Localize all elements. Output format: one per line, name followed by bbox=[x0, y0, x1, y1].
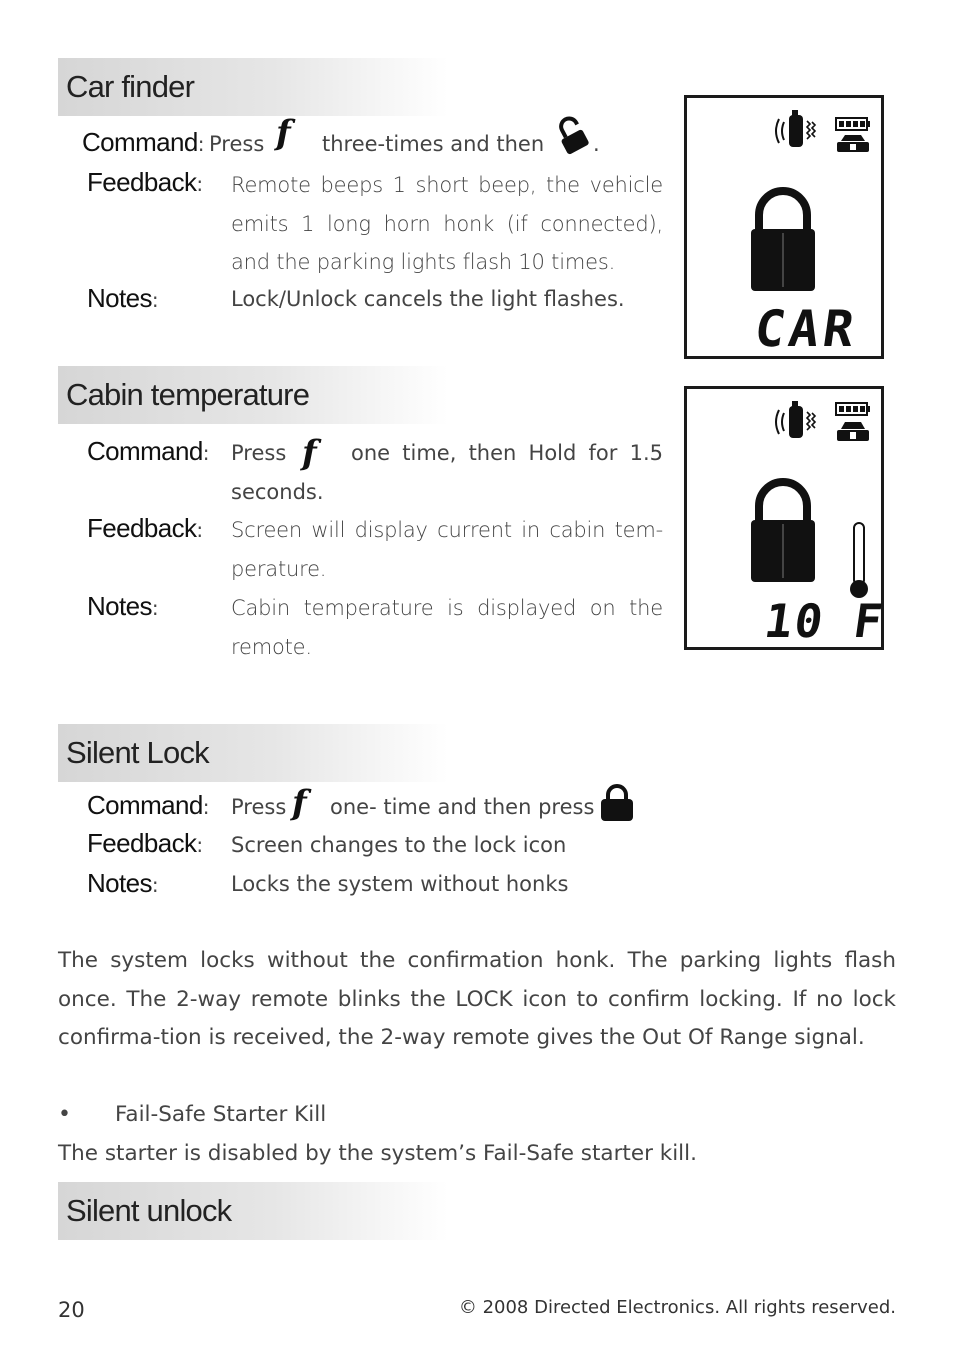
colon: : bbox=[202, 441, 209, 465]
silent-lock-command-rest: one- time and then press bbox=[330, 795, 595, 819]
silent-lock-command-press: Press bbox=[231, 795, 287, 819]
silent-lock-notes-label bbox=[87, 868, 158, 899]
silent-lock-title: Silent Lock bbox=[66, 735, 209, 770]
colon: : bbox=[196, 518, 203, 542]
colon: : bbox=[196, 172, 203, 196]
lock-icon bbox=[749, 474, 817, 584]
battery-icon bbox=[835, 117, 871, 131]
cabin-temperature-remote-screen bbox=[684, 386, 888, 650]
notes-label-text: Notes bbox=[87, 868, 152, 898]
colon: : bbox=[202, 795, 209, 819]
bullet-item: Fail-Safe Starter Kill bbox=[115, 1102, 327, 1127]
car-finder-command-end: . bbox=[593, 132, 600, 156]
colon: : bbox=[151, 288, 159, 312]
remote-transmit-icon bbox=[773, 109, 823, 153]
car-finder-command-press: Press bbox=[209, 132, 265, 156]
cabin-notes-label bbox=[87, 591, 158, 622]
feedback-label-text: Feedback bbox=[87, 828, 197, 858]
car-finder-command-label bbox=[82, 127, 204, 158]
cabin-notes-text: Cabin temperature is displayed on the remote. bbox=[231, 596, 663, 659]
silent-lock-command-label bbox=[87, 790, 209, 821]
car-finder-feedback-text: Remote beeps 1 short beep, the vehicle emits 1 long horn honk (if connected), and the parking lights flash 10 times. bbox=[231, 173, 663, 274]
bullet-marker: • bbox=[58, 1102, 71, 1127]
car-finder-header bbox=[58, 58, 448, 116]
lock-icon bbox=[749, 183, 817, 293]
unlock-icon bbox=[553, 116, 593, 156]
cabin-temperature-title: Cabin temperature bbox=[66, 377, 310, 412]
car-finder-title: Car finder bbox=[66, 69, 195, 104]
cabin-command-line2: seconds. bbox=[231, 480, 324, 504]
notes-label-text: Notes bbox=[87, 591, 152, 621]
cabin-feedback-text: Screen will display current in cabin tem-perature. bbox=[231, 518, 663, 581]
feedback-label-text: Feedback bbox=[87, 167, 197, 197]
lcd-display-text: CAR bbox=[750, 300, 862, 358]
cabin-command-rest: one time, then Hold for 1.5 bbox=[351, 441, 663, 465]
notes-label-text: Notes bbox=[87, 283, 152, 313]
copyright: © 2008 Directed Electronics. All rights reserved. bbox=[458, 1297, 896, 1318]
battery-icon bbox=[835, 402, 871, 416]
cabin-command-label bbox=[87, 436, 209, 467]
silent-lock-notes-text: Locks the system without honks bbox=[231, 872, 569, 896]
f-function-icon: f bbox=[276, 113, 291, 153]
f-function-icon: f bbox=[292, 783, 307, 823]
feedback-label-text: Feedback bbox=[87, 513, 197, 543]
lock-icon bbox=[599, 784, 635, 822]
car-finder-command-rest: three-times and then bbox=[322, 132, 545, 156]
lcd-display-text: 10 F bbox=[761, 594, 888, 648]
car-finder-feedback-label bbox=[87, 167, 203, 198]
colon: : bbox=[151, 873, 159, 897]
command-label-text: Command bbox=[87, 436, 203, 466]
silent-lock-paragraph: The system locks without the confirmation honk. The parking lights flash once. The 2-way remote blinks the LOCK icon to confirm locking. If no lock confirma-tion is received, the 2-way remote gives the Out Of Range signal. bbox=[58, 948, 896, 1050]
colon: : bbox=[151, 596, 159, 620]
remote-transmit-icon bbox=[773, 400, 823, 444]
cabin-command-press: Press bbox=[231, 441, 287, 465]
car-icon bbox=[835, 133, 871, 155]
cabin-temperature-header bbox=[58, 366, 448, 424]
silent-unlock-title: Silent unlock bbox=[66, 1193, 232, 1228]
car-finder-remote-screen bbox=[684, 95, 884, 359]
silent-unlock-header bbox=[58, 1182, 448, 1240]
car-finder-notes-label bbox=[87, 283, 158, 314]
car-finder-notes-text: Lock/Unlock cancels the light flashes. bbox=[231, 287, 625, 311]
command-label-text: Command bbox=[87, 790, 203, 820]
f-function-icon: f bbox=[302, 433, 317, 473]
silent-lock-feedback-text: Screen changes to the lock icon bbox=[231, 833, 567, 857]
colon: : bbox=[196, 833, 203, 857]
car-icon bbox=[835, 420, 871, 444]
command-label-text: Command bbox=[82, 127, 198, 157]
page-number: 20 bbox=[58, 1298, 85, 1322]
cabin-feedback-label bbox=[87, 513, 203, 544]
silent-lock-feedback-label bbox=[87, 828, 203, 859]
thermometer-icon bbox=[847, 521, 871, 601]
colon: : bbox=[197, 132, 204, 156]
bullet-description: The starter is disabled by the system’s Fail-Safe starter kill. bbox=[58, 1141, 697, 1166]
silent-lock-header bbox=[58, 724, 448, 782]
